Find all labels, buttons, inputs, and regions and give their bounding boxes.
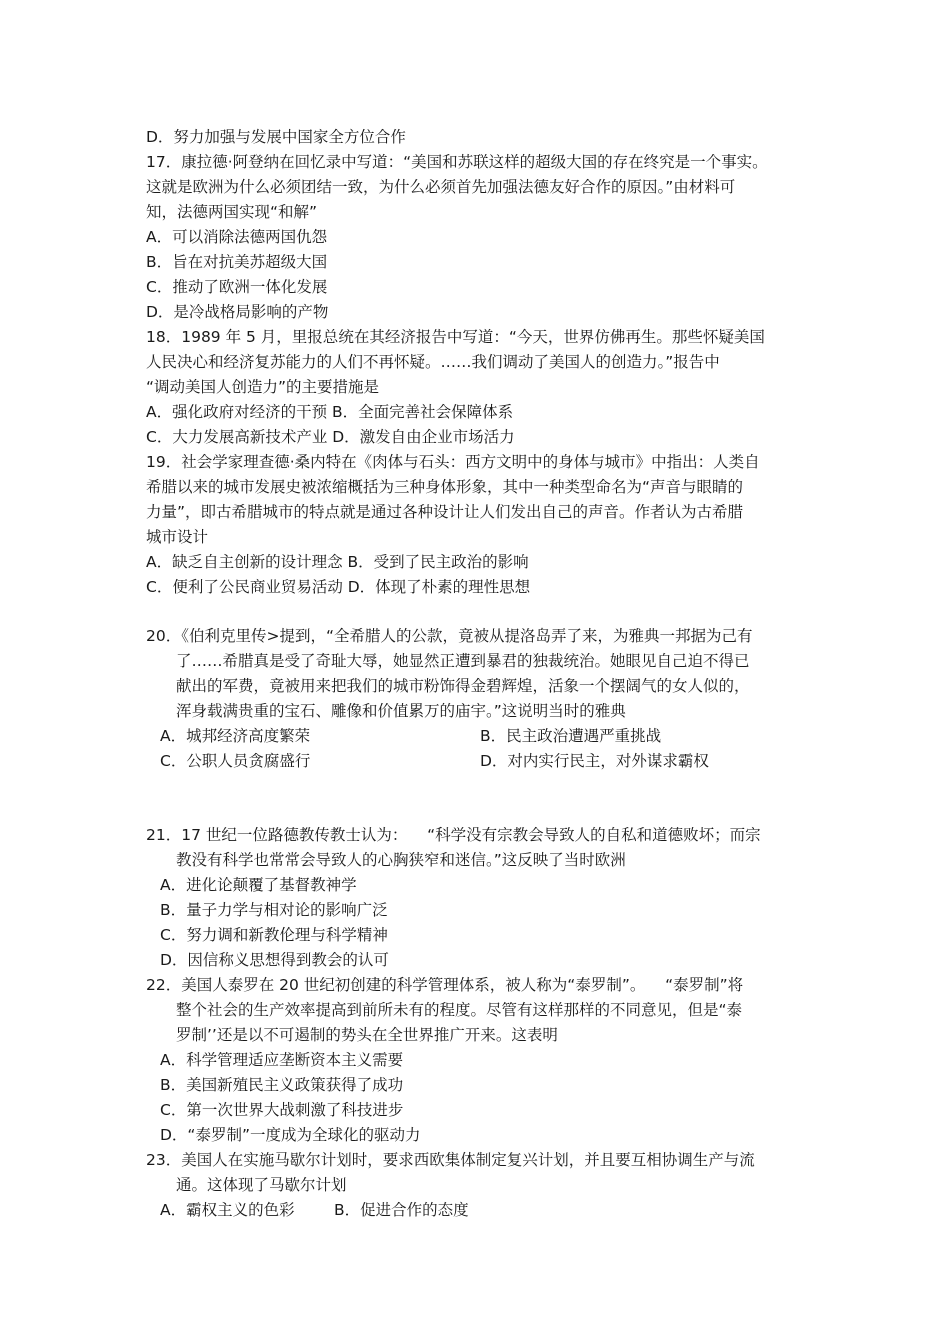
q19-stem-line: 19．社会学家理查德·桑内特在《肉体与石头：西方文明中的身体与城市》中指出：人类自 (146, 453, 760, 471)
q18-options-cd: C．大力发展高新技术产业 D．激发自由企业市场活力 (146, 428, 515, 446)
q18-stem-line: 18．1989 年 5 月，里报总统在其经济报告中写道：“今天，世界仿佛再生。那些怀疑美国 (146, 328, 765, 346)
q17-stem-line: 17．康拉德·阿登纳在回忆录中写道：“美国和苏联这样的超级大国的存在终究是一个事实。 (146, 153, 768, 171)
q17-option-a: A．可以消除法德两国仇怨 (146, 228, 328, 246)
q21-option-b: B．量子力学与相对论的影响广泛 (160, 901, 388, 919)
q22-option-d: D．“泰罗制”一度成为全球化的驱动力 (160, 1126, 421, 1144)
q20-stem-line: 献出的军费，竟被用来把我们的城市粉饰得金碧辉煌，活象一个摆阔气的女人似的， (176, 677, 750, 695)
q18-options-ab: A．强化政府对经济的干预 B．全面完善社会保障体系 (146, 403, 514, 421)
q21-stem-line: 21．17 世纪一位路德教传教士认为： “科学没有宗教会导致人的自私和道德败坏；而宗 (146, 826, 761, 844)
q20-stem-line: 20．《伯利克里传>提到，“全希腊人的公款，竟被从提洛岛弄了来，为雅典一邦据为己有 (146, 627, 753, 645)
q20-stem-line: 浑身载满贵重的宝石、雕像和价值累万的庙宇。”这说明当时的雅典 (176, 702, 626, 720)
q17-option-d: D．是冷战格局影响的产物 (146, 303, 329, 321)
q22-option-b: B．美国新殖民主义政策获得了成功 (160, 1076, 404, 1094)
q17-option-b: B．旨在对抗美苏超级大国 (146, 253, 328, 271)
q23-stem-line: 23．美国人在实施马歇尔计划时，要求西欧集体制定复兴计划，并且要互相协调生产与流 (146, 1151, 755, 1169)
q19-options-ab: A．缺乏自主创新的设计理念 B．受到了民主政治的影响 (146, 553, 529, 571)
q22-option-c: C．第一次世界大战刺激了科技进步 (160, 1101, 404, 1119)
q20-option-c: C．公职人员贪腐盛行 (160, 752, 311, 770)
q23-options-ab: A．霸权主义的色彩 B．促进合作的态度 (160, 1201, 469, 1219)
q21-option-d: D．因信称义思想得到教会的认可 (160, 951, 389, 969)
q19-stem-line: 城市设计 (146, 528, 209, 546)
q21-option-a: A．进化论颠覆了基督教神学 (160, 876, 357, 894)
q21-stem-line: 教没有科学也常常会导致人的心胸狭窄和迷信。”这反映了当时欧洲 (176, 851, 626, 869)
q19-stem-line: 希腊以来的城市发展史被浓缩概括为三种身体形象，其中一种类型命名为“声音与眼睛的 (146, 478, 744, 496)
q18-stem-line: “调动美国人创造力”的主要措施是 (146, 378, 380, 396)
q22-stem-line: 罗制’’还是以不可遏制的势头在全世界推广开来。这表明 (176, 1026, 558, 1044)
q23-stem-line: 通。这体现了马歇尔计划 (176, 1176, 347, 1194)
q18-stem-line: 人民决心和经济复苏能力的人们不再怀疑。……我们调动了美国人的创造力。”报告中 (146, 353, 720, 371)
q22-option-a: A．科学管理适应垄断资本主义需要 (160, 1051, 404, 1069)
q20-option-b: B．民主政治遭遇严重挑战 (480, 727, 662, 745)
q22-stem-line: 22．美国人泰罗在 20 世纪初创建的科学管理体系，被人称为“泰罗制”。 “泰罗制”将 (146, 976, 744, 994)
q22-stem-line: 整个社会的生产效率提高到前所未有的程度。尽管有这样那样的不同意见，但是“泰 (176, 1001, 743, 1019)
q20-option-a: A．城邦经济高度繁荣 (160, 727, 311, 745)
q17-stem-line: 知，法德两国实现“和解” (146, 203, 318, 221)
q17-stem-line: 这就是欧洲为什么必须团结一致，为什么必须首先加强法德友好合作的原因。”由材料可 (146, 178, 736, 196)
q20-option-d: D．对内实行民主，对外谋求霸权 (480, 752, 709, 770)
q17-option-c: C．推动了欧洲一体化发展 (146, 278, 328, 296)
q19-stem-line: 力量”，即古希腊城市的特点就是通过各种设计让人们发出自己的声音。作者认为古希腊 (146, 503, 744, 521)
q20-stem-line: 了……希腊真是受了奇耻大辱，她显然正遭到暴君的独裁统治。她眼见自己迫不得已 (176, 652, 750, 670)
q19-options-cd: C．便利了公民商业贸易活动 D．体现了朴素的理性思想 (146, 578, 531, 596)
q16-option-d: D．努力加强与发展中国家全方位合作 (146, 128, 406, 146)
q21-option-c: C．努力调和新教伦理与科学精神 (160, 926, 388, 944)
